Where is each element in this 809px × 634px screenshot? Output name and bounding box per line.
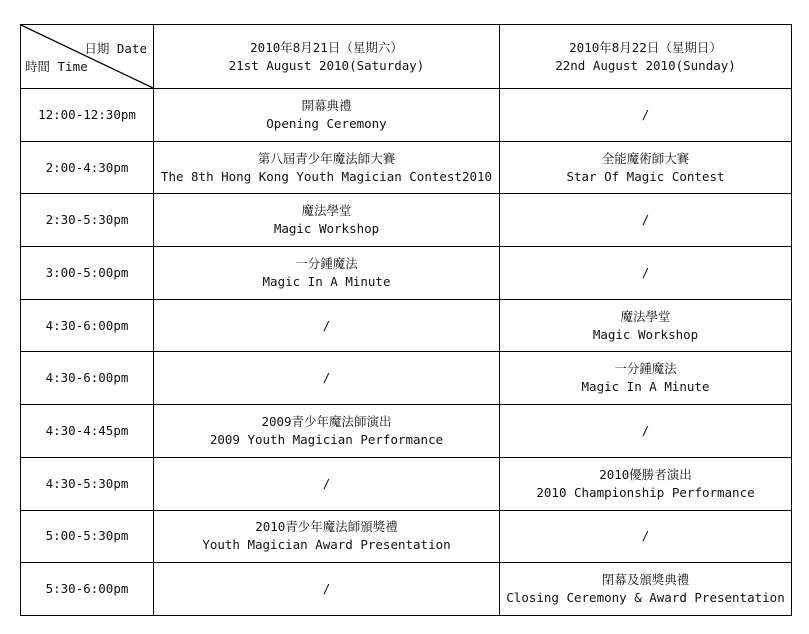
saturday-event-cell	[154, 563, 500, 616]
sunday-event-cell	[500, 405, 792, 458]
event-title-en: Youth Magician Award Presentation	[202, 537, 451, 553]
saturday-event-cell	[154, 194, 500, 247]
sunday-event-cell	[500, 457, 792, 510]
schedule-row	[21, 141, 792, 194]
time-cell	[21, 510, 154, 563]
event-title-en: Magic In A Minute	[262, 273, 391, 289]
saturday-event-cell	[154, 89, 500, 142]
time-cell	[21, 457, 154, 510]
sunday-event-cell	[500, 194, 792, 247]
time-slot-text: 4:30-4:45pm	[45, 422, 129, 438]
event-title-en: Opening Ceremony	[266, 115, 387, 131]
schedule-row	[21, 194, 792, 247]
time-cell	[21, 563, 154, 616]
event-title-zh: /	[641, 422, 650, 438]
time-cell	[21, 194, 154, 247]
event-title-zh: /	[641, 264, 650, 280]
corner-header-cell	[21, 25, 154, 89]
schedule-row	[21, 247, 792, 300]
event-title-zh: /	[322, 370, 331, 386]
time-slot-text: 2:00-4:30pm	[45, 159, 129, 175]
day2-date-zh: 2010年8月22日（星期日）	[569, 39, 722, 55]
time-slot-text: 4:30-6:00pm	[45, 370, 129, 386]
day2-date-en: 22nd August 2010(Sunday)	[555, 57, 736, 73]
schedule-row	[21, 563, 792, 616]
event-title-en: The 8th Hong Kong Youth Magician Contest2010	[160, 168, 493, 184]
time-cell	[21, 299, 154, 352]
time-slot-text: 12:00-12:30pm	[38, 106, 136, 122]
day1-date-zh: 2010年8月21日（星期六）	[250, 39, 403, 55]
schedule-row	[21, 352, 792, 405]
sunday-event-cell	[500, 141, 792, 194]
schedule-body	[21, 25, 792, 616]
saturday-event-cell	[154, 405, 500, 458]
event-title-en: 2009 Youth Magician Performance	[209, 431, 444, 447]
day1-date-en: 21st August 2010(Saturday)	[228, 57, 425, 73]
time-cell	[21, 89, 154, 142]
time-slot-text: 5:00-5:30pm	[45, 528, 129, 544]
event-title-zh: 2010青少年魔法師頒獎禮	[255, 519, 398, 535]
schedule-row	[21, 405, 792, 458]
event-title-zh: /	[641, 212, 650, 228]
saturday-event-cell	[154, 510, 500, 563]
header-row	[21, 25, 792, 89]
event-title-zh: 魔法學堂	[620, 308, 671, 324]
sunday-event-cell	[500, 563, 792, 616]
sunday-event-cell	[500, 352, 792, 405]
corner-time-label: 時間 Time	[25, 59, 88, 74]
event-title-en: Magic Workshop	[592, 326, 699, 342]
day1-header-cell	[154, 25, 500, 89]
event-title-zh: /	[641, 106, 650, 122]
event-title-zh: /	[322, 581, 331, 597]
saturday-event-cell	[154, 247, 500, 300]
schedule-row	[21, 510, 792, 563]
schedule-row	[21, 457, 792, 510]
time-cell	[21, 405, 154, 458]
time-cell	[21, 352, 154, 405]
sunday-event-cell	[500, 299, 792, 352]
sunday-event-cell	[500, 89, 792, 142]
schedule-row	[21, 299, 792, 352]
time-slot-text: 5:30-6:00pm	[45, 581, 129, 597]
event-title-zh: 一分鍾魔法	[295, 255, 358, 271]
event-title-zh: 2009青少年魔法師演出	[261, 413, 392, 429]
event-title-en: Magic In A Minute	[581, 379, 710, 395]
sunday-event-cell	[500, 247, 792, 300]
event-title-zh: /	[322, 317, 331, 333]
corner-date-label: 日期 Date	[84, 41, 147, 56]
event-title-en: Closing Ceremony & Award Presentation	[506, 590, 785, 606]
saturday-event-cell	[154, 457, 500, 510]
saturday-event-cell	[154, 299, 500, 352]
schedule-row	[21, 89, 792, 142]
event-title-zh: /	[641, 528, 650, 544]
saturday-event-cell	[154, 352, 500, 405]
event-title-zh: 全能魔術師大賽	[601, 150, 690, 166]
event-title-en: Magic Workshop	[273, 221, 380, 237]
time-cell	[21, 141, 154, 194]
day2-header-cell	[500, 25, 792, 89]
event-title-zh: 2010優勝者演出	[599, 466, 692, 482]
event-title-zh: 一分鍾魔法	[614, 361, 677, 377]
event-title-zh: 魔法學堂	[301, 203, 352, 219]
event-title-zh: 第八屆青少年魔法師大賽	[257, 150, 396, 166]
time-slot-text: 3:00-5:00pm	[45, 264, 129, 280]
schedule-table	[20, 24, 792, 616]
event-title-zh: 閉幕及頒獎典禮	[601, 572, 690, 588]
event-title-zh: /	[322, 475, 331, 491]
saturday-event-cell	[154, 141, 500, 194]
event-title-en: 2010 Championship Performance	[536, 484, 755, 500]
time-slot-text: 4:30-6:00pm	[45, 317, 129, 333]
sunday-event-cell	[500, 510, 792, 563]
event-title-zh: 開幕典禮	[301, 97, 352, 113]
time-cell	[21, 247, 154, 300]
time-slot-text: 2:30-5:30pm	[45, 212, 129, 228]
time-slot-text: 4:30-5:30pm	[45, 475, 129, 491]
event-title-en: Star Of Magic Contest	[566, 168, 725, 184]
